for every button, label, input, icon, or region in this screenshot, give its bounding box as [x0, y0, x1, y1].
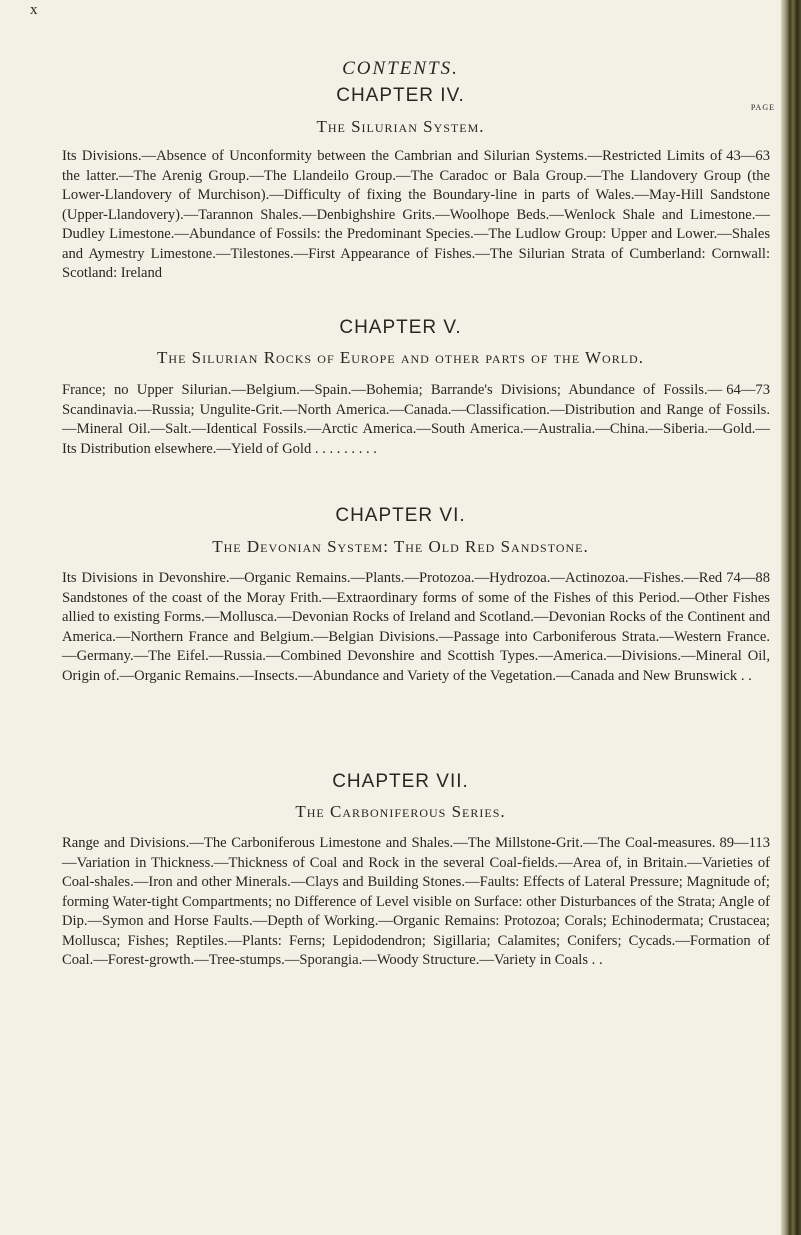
- chapter-vii-title: The Carboniferous Series.: [295, 802, 506, 821]
- page-folio: x: [30, 2, 39, 18]
- chapter-iv-pages: 43—63: [726, 148, 770, 164]
- chapter-vii-pages: 89—113: [719, 835, 770, 851]
- chapter-v-summary-text: France; no Upper Silurian.—Belgium.—Spain.—Bohemia; Barrande's Divisions; Abundance of Fossils.—Scandinavia.—Russia; Ungulite-Grit.—North America.—Canada.—Classification.—Distribution and Range of Fossils.—Mineral Oil.—Salt.—Identical Fossils.—Arctic America.—South America.—Australia.—China.—Siberia.—Gold.—Its Distribution elsewhere.—Yield of Gold . . . . . . . . .: [62, 382, 770, 457]
- chapter-vi-summary-text: Its Divisions in Devonshire.—Organic Remains.—Plants.—Protozoa.—Hydrozoa.—Actinozoa.—Fishes.—Red Sandstones of the coast of the Moray Frith.—Extraordinary forms of some of the Fishes of this Period.—Other Fishes allied to existing Forms.—Mollusca.—Devonian Rocks of Ireland and Scotland.—Devonian Rocks of the Continent and America.—Northern France and Belgium.—Belgian Divisions.—Passage into Carboniferous Strata.—Western France.—Germany.—The Eifel.—Russia.—Combined Devonshire and Scottish Types.—America.—Divisions.—Mineral Oil, Origin of.—Organic Remains.—Insects.—Abundance and Variety of the Vegetation.—Canada and New Brunswick . .: [62, 570, 770, 684]
- chapter-vii-heading: CHAPTER VII.: [332, 771, 469, 792]
- chapter-iv-heading: CHAPTER IV.: [336, 85, 465, 106]
- chapter-v-summary: [62, 381, 770, 459]
- chapter-v-pages: 64—73: [726, 382, 770, 398]
- chapter-iv-summary: [62, 147, 770, 284]
- chapter-vi-pages: 74—88: [726, 570, 770, 586]
- chapter-vii-summary: [62, 834, 770, 971]
- chapter-vii-summary-text: Range and Divisions.—The Carboniferous Limestone and Shales.—The Millstone-Grit.—The Coal-measures.—Variation in Thickness.—Thickness of Coal and Rock in the several Coal-fields.—Area of, in Britain.—Varieties of Coal-shales.—Iron and other Minerals.—Clays and Building Stones.—Faults: Effects of Lateral Pressure; Magnitude of; forming Water-tight Compartments; no Difference of Level visible on Surface: other Disturbances of the Strata; Angle of Dip.—Symon and Horse Faults.—Depth of Working.—Organic Remains: Protozoa; Corals; Echinodermata; Crustacea; Mollusca; Fishes; Reptiles.—Plants: Ferns; Lepidodendron; Sigillaria; Calamites; Conifers; Cycads.—Formation of Coal.—Forest-growth.—Tree-stumps.—Sporangia.—Woody Structure.—Variety in Coals . .: [62, 835, 770, 968]
- chapter-v-title: The Silurian Rocks of Europe and other parts of the World.: [157, 348, 644, 367]
- running-head: CONTENTS.: [342, 58, 459, 79]
- chapter-vi-heading: CHAPTER VI.: [335, 505, 466, 526]
- chapter-v-heading: CHAPTER V.: [339, 317, 462, 338]
- chapter-vi-title: The Devonian System: The Old Red Sandstone.: [212, 537, 589, 556]
- book-binding-edge: [781, 0, 801, 1235]
- page-column-label: PAGE: [750, 103, 775, 112]
- chapter-iv-summary-text: Its Divisions.—Absence of Unconformity between the Cambrian and Silurian Systems.—Restricted Limits of the latter.—The Arenig Group.—The Llandeilo Group.—The Caradoc or Bala Group.—The Llandovery Group (the Lower-Llandovery of Murchison).—Difficulty of fixing the Boundary-line in parts of Wales.—May-Hill Sandstone (Upper-Llandovery).—Tarannon Shales.—Denbighshire Grits.—Woolhope Beds.—Wenlock Shale and Limestone.—Dudley Limestone.—Abundance of Fossils: the Predominant Species.—The Ludlow Group: Upper and Lower.—Shales and Aymestry Limestone.—Tilestones.—First Appearance of Fishes.—The Silurian Strata of Cumberland: Cornwall: Scotland: Ireland: [62, 148, 770, 281]
- chapter-iv-title: The Silurian System.: [316, 117, 485, 136]
- chapter-vi-summary: [62, 569, 770, 686]
